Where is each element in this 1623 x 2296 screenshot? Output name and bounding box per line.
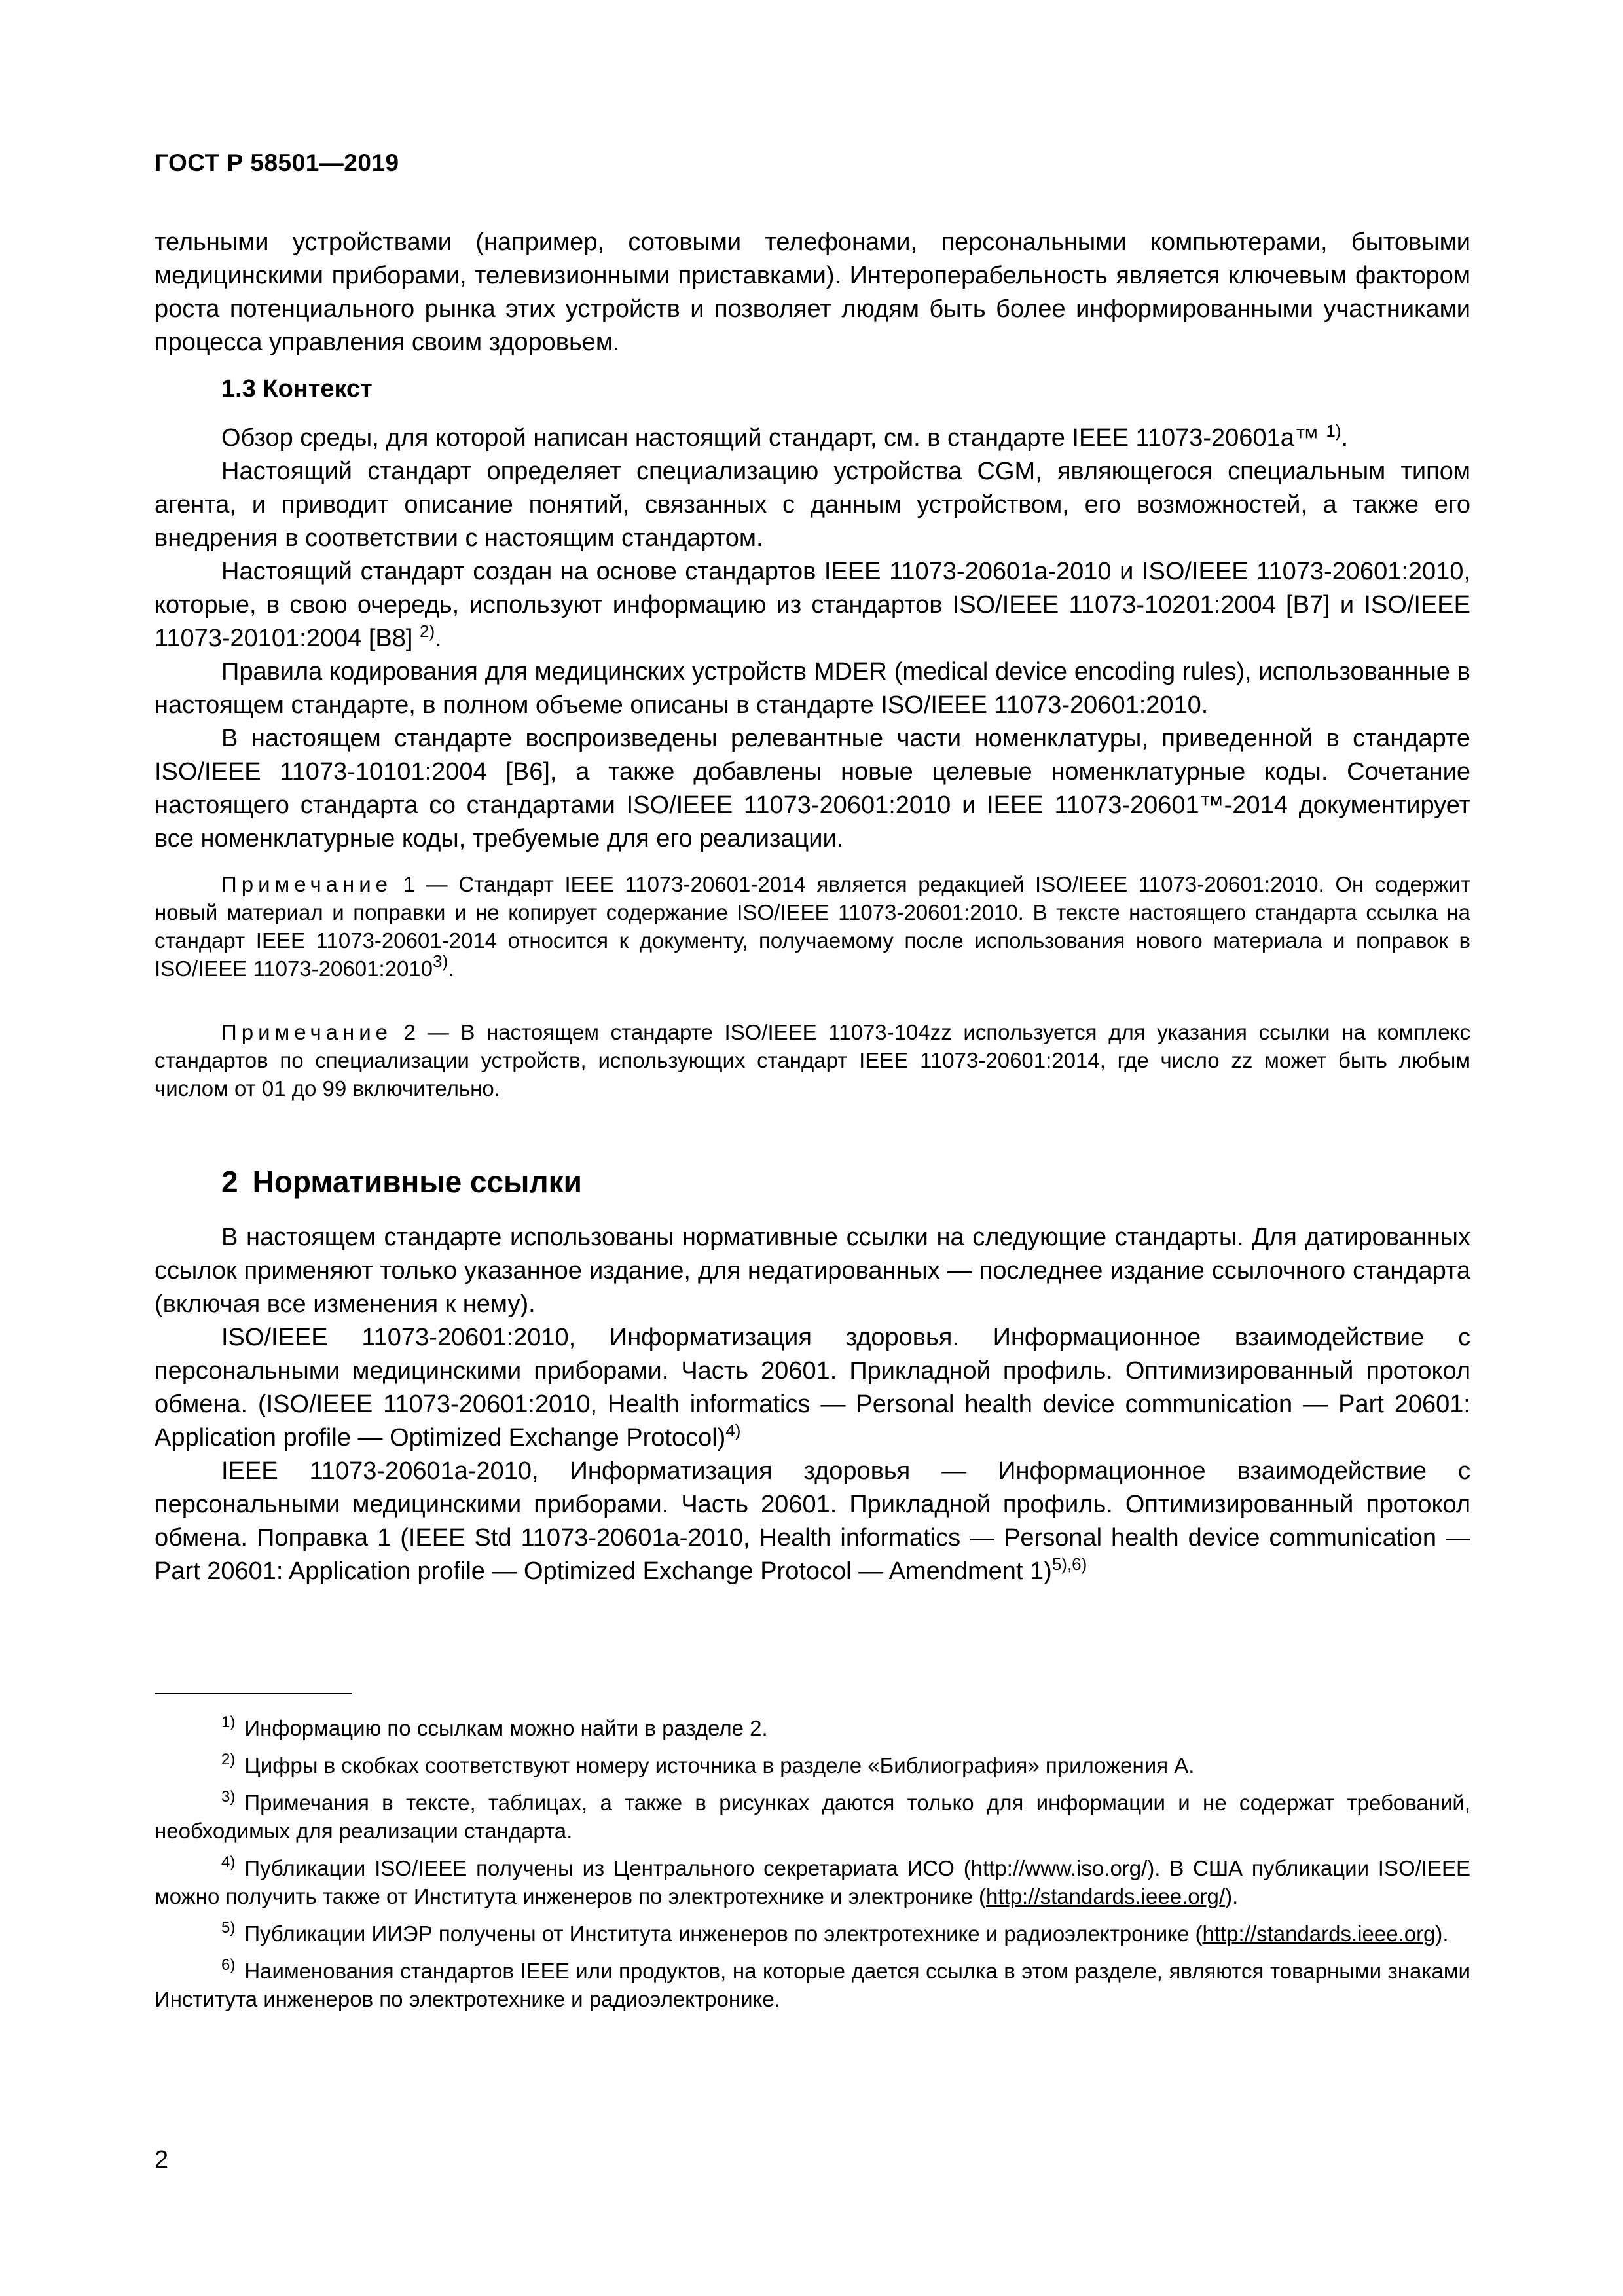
references-paragraph-1: В настоящем стандарте использованы нормативные ссылки на следующие стандарты. Для датированных ссылок применяют только указанное издание, для недатированных — последнее издание ссылочного стандарта (включая все изменения к нему). <box>155 1224 1470 1318</box>
note-2-label: Примечание <box>221 1020 393 1044</box>
note-2: Примечание 2 — В настоящем стандарте ISO/IEEE 11073-104zz используется для указания ссылки на комплекс стандартов по специализации устройств, использующих стандарт IEEE 11073-20601:2014, где число zz может быть любым числом от 01 до 99 включительно. <box>155 1020 1470 1101</box>
ieee-standards-link-2[interactable]: http://standards.ieee.org <box>1202 1922 1436 1946</box>
footnote-ref-4: 4) <box>725 1421 741 1440</box>
footnote-5: $^{5)}$ Публикации ИИЭР получены от Института инженеров по электротехнике и радиоэлектронике (http://standards.ieee.org). <box>221 1919 1449 1946</box>
section-heading-2: 2 Нормативные ссылки <box>221 1165 582 1199</box>
document-header: ГОСТ Р 58501—2019 <box>155 149 399 176</box>
footnote-ref-3: 3) <box>433 951 448 971</box>
body-text <box>155 226 1470 1588</box>
footnote-6: $^{6)}$ Наименования стандартов IEEE или продуктов, на которые дается ссылка в этом разделе, являются товарными знаками Института инженеров по электротехнике и радиоэлектронике. <box>155 1956 1470 2011</box>
context-paragraph-4: Правила кодирования для медицинских устройств MDER (medical device encoding rules), использованные в настоящем стандарте, в полном объеме описаны в стандарте ISO/IEEE 11073-20601:2010. <box>155 658 1470 719</box>
context-paragraph-2: Настоящий стандарт определяет специализацию устройства CGM, являющегося специальным типом агента, и приводит описание понятий, связанных с данным устройством, его возможностей, а также его внедрения в соответствии с настоящим стандартом. <box>155 458 1470 552</box>
footnote-4: $^{4)}$ Публикации ISO/IEEE получены из Центрального секретариата ИСО (http://www.iso.org/). В США публикации ISO/IEEE можно получить также от Института инженеров по электротехнике и электронике (http://standards.ieee.org/). <box>155 1853 1470 1908</box>
page-number: 2 <box>155 2146 169 2174</box>
ieee-standards-link[interactable]: http://standards.ieee.org/ <box>986 1884 1226 1908</box>
references-paragraph-3: IEEE 11073-20601a-2010, Информатизация здоровья — Информационное взаимодействие с персональными медицинскими приборами. Часть 20601. Прикладной профиль. Оптимизированный протокол обмена. Поправка 1 (IEEE Std 11073-20601a-2010, Health informatics — Personal health device communication — Part 20601: Application profile — Optimized Exchange Protocol — Amendment 1)$^{5),6)}$ <box>155 1457 1470 1585</box>
context-paragraph-3: Настоящий стандарт создан на основе стандартов IEEE 11073-20601a-2010 и ISO/IEEE 11073-20601:2010, которые, в свою очередь, используют информацию из стандартов ISO/IEEE 11073-10201:2004 [B7] и ISO/IEEE 11073-20101:2004 [B8] $^{2)}$. <box>155 558 1470 652</box>
footnote-ref-2: 2) <box>419 621 435 641</box>
intro-paragraph: тельными устройствами (например, сотовыми телефонами, персональными компьютерами, бытовыми медицинскими приборами, телевизионными приставками). Интероперабельность является ключевым фактором роста потенциального рынка этих устройств и позволяет людям быть более информированными участниками процесса управления своим здоровьем. <box>155 228 1470 356</box>
note-1: Примечание 1 — Стандарт IEEE 11073-20601-2014 является редакцией ISO/IEEE 11073-20601:2010. Он содержит новый материал и поправки и не копирует содержание ISO/IEEE 11073-20601:2010. В тексте настоящего стандарта ссылка на стандарт IEEE 11073-20601-2014 относится к документу, получаемому после использования нового материала и поправок в ISO/IEEE 11073-20601:2010$^{3)}$. <box>155 872 1470 981</box>
references-paragraph-2: ISO/IEEE 11073-20601:2010, Информатизация здоровья. Информационное взаимодействие с персональными медицинскими приборами. Часть 20601. Прикладной профиль. Оптимизированный протокол обмена. (ISO/IEEE 11073-20601:2010, Health informatics — Personal health device communication — Part 20601: Application profile — Optimized Exchange Protocol)$^{4)}$ <box>155 1324 1470 1451</box>
context-paragraph-1: Обзор среды, для которой написан настоящий стандарт, см. в стандарте IEEE 11073-20601a™ $^{1)}$. <box>221 421 1349 452</box>
footnote-3: $^{3)}$ Примечания в тексте, таблицах, а также в рисунках даются только для информации и не содержат требований, необходимых для реализации стандарта. <box>155 1788 1470 1843</box>
footnotes <box>155 1714 1470 2022</box>
footnote-separator <box>155 1693 352 1694</box>
section-heading-1-3: 1.3 Контекст <box>221 375 373 403</box>
footnote-1: $^{1)}$ Информацию по ссылкам можно найти в разделе 2. <box>221 1713 768 1740</box>
context-paragraph-5: В настоящем стандарте воспроизведены релевантные части номенклатуры, приведенной в стандарте ISO/IEEE 11073-10101:2004 [B6], а также добавлены новые целевые номенклатурные коды. Сочетание настоящего стандарта со стандартами ISO/IEEE 11073-20601:2010 и IEEE 11073-20601™-2014 документирует все номенклатурные коды, требуемые для его реализации. <box>155 725 1470 852</box>
footnote-ref-1: 1) <box>1326 421 1341 441</box>
note-1-label: Примечание <box>221 872 393 896</box>
footnote-ref-5-6: 5),6) <box>1051 1554 1087 1574</box>
footnote-2: $^{2)}$ Цифры в скобках соответствуют номеру источника в разделе «Библиография» приложения А. <box>221 1751 1195 1777</box>
